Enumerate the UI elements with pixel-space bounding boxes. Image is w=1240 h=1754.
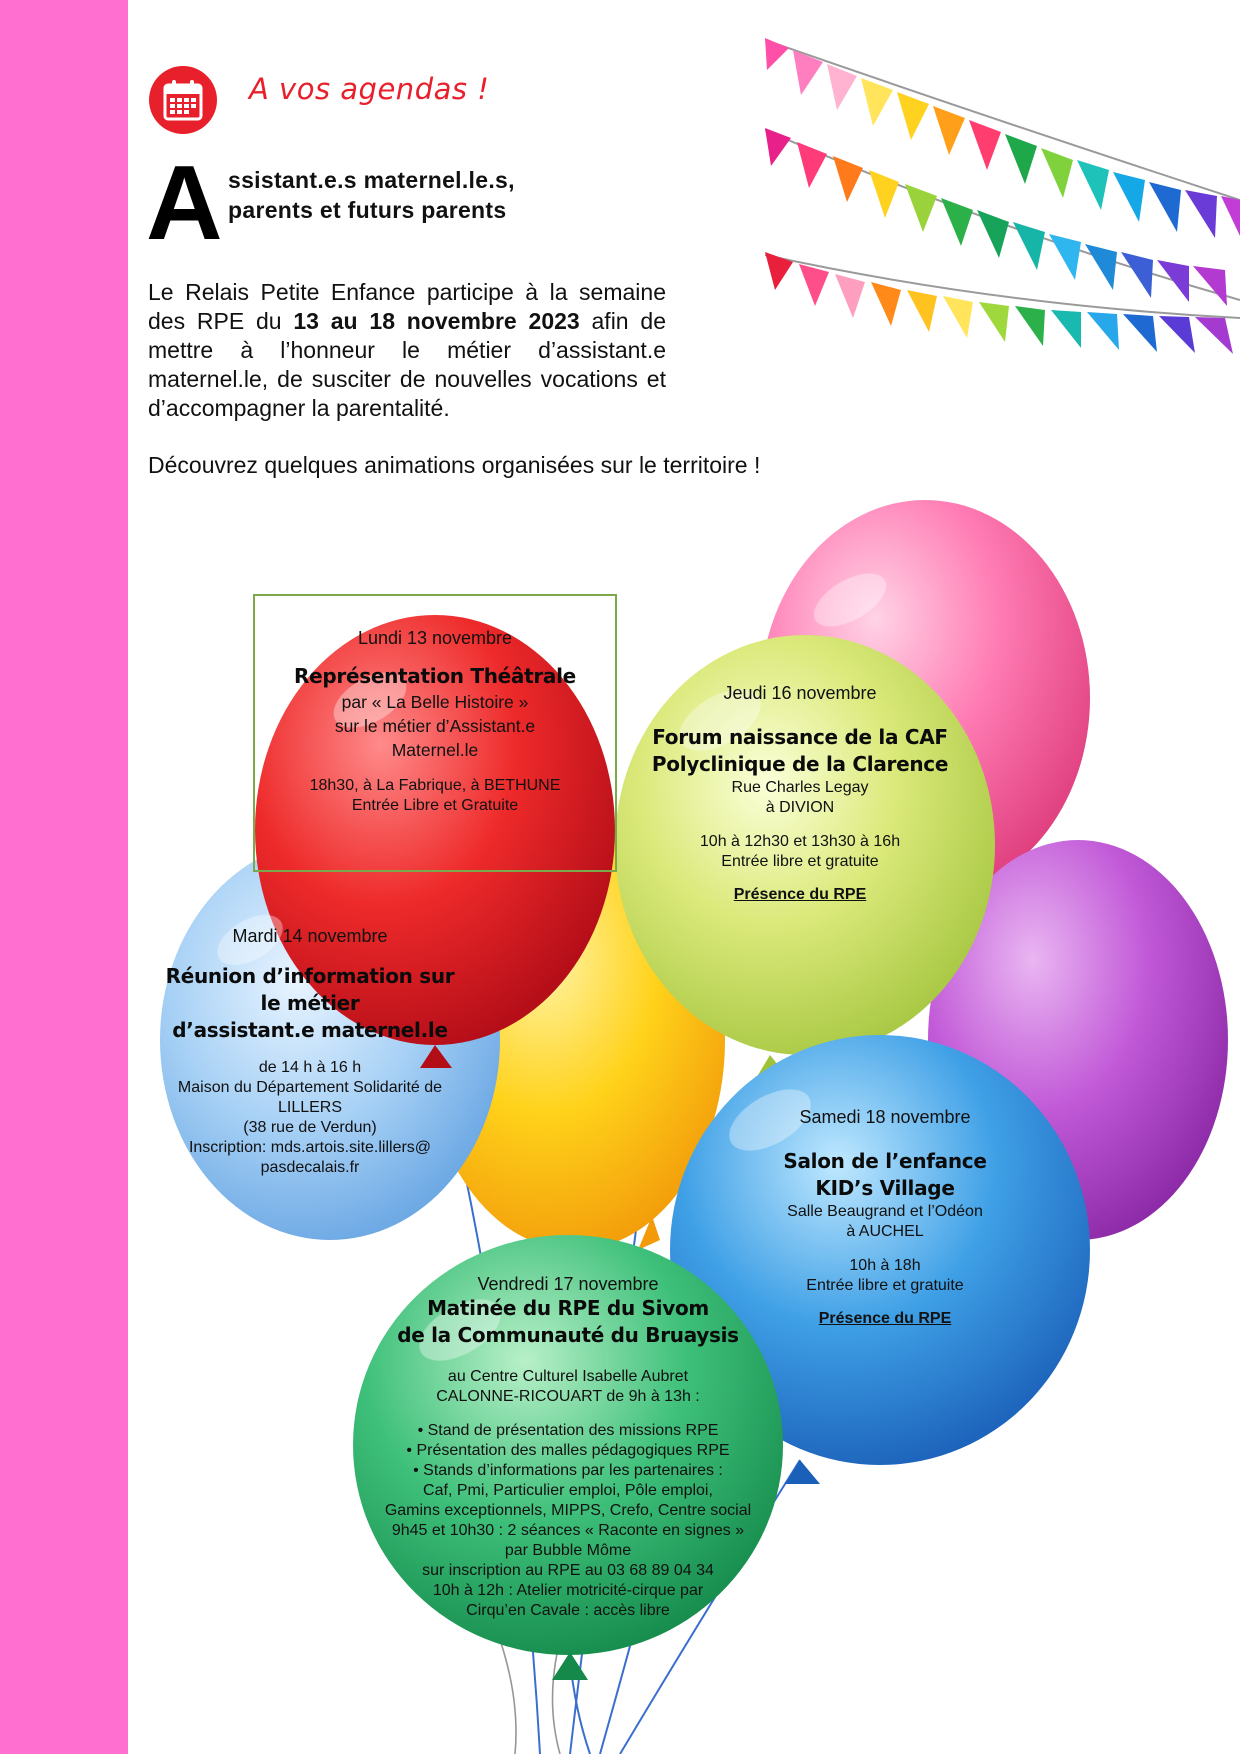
event-line: Maison du Département Solidarité de [177,1079,443,1096]
event-line: par « La Belle Histoire » [341,692,529,712]
event-line: par Bubble Môme [504,1542,632,1559]
event-line: 18h30, à La Fabrique, à BETHUNE [309,777,561,794]
event-bullet: • Stand de présentation des missions RPE [417,1422,719,1439]
presence-note: Présence du RPE [733,886,867,903]
event-line: à AUCHEL [846,1223,924,1240]
event-line: 10h à 18h [849,1257,921,1274]
event-line: Salle Beaugrand et l’Odéon [787,1203,983,1220]
intro-part-2: afin de mettre à l’honneur le métier d’assistant.e maternel.le, de susciter de nouvelles vocations et d’accompagner la parentalité. [148,308,666,421]
event-date: Lundi 13 novembre [357,628,513,648]
event-title: de la Communauté du Bruaysis [397,1323,739,1347]
discover-line: Découvrez quelques animations organisées sur le territoire ! [148,452,761,478]
event-line: Maternel.le [391,740,479,760]
event-line: Caf, Pmi, Particulier emploi, Pôle emploi, [423,1482,713,1499]
intro-dates: 13 au 18 novembre 2023 [293,308,580,334]
event-title: le métier [260,991,360,1015]
event-line: CALONNE-RICOUART de 9h à 13h : [436,1388,700,1405]
event-title: Polyclinique de la Clarence [651,752,949,776]
headline-line-2: parents et futurs parents [228,197,507,223]
event-line: 9h45 et 10h30 : 2 séances « Raconte en signes » [391,1522,745,1539]
event-title: Représentation Théâtrale [294,664,576,688]
event-date: Mardi 14 novembre [232,926,388,946]
event-line: de 14 h à 16 h [258,1059,362,1076]
event-title: Forum naissance de la CAF [652,725,948,749]
event-samedi [740,1107,1030,1328]
event-jeudi [640,683,960,904]
headline-line-1: ssistant.e.s maternel.le.s, [228,167,515,193]
event-mardi [160,926,460,1178]
event-line: LILLERS [277,1099,343,1116]
event-bullet: • Stands d’informations par les partenaires : [413,1462,723,1479]
event-title: Salon de l’enfance [783,1149,987,1173]
event-title: KID’s Village [815,1176,955,1200]
event-vendredi [368,1274,768,1621]
event-line: pasdecalais.fr [260,1159,360,1176]
presence-note: Présence du RPE [818,1310,952,1327]
event-date: Jeudi 16 novembre [723,683,877,703]
event-line: 10h à 12h30 et 13h30 à 16h [699,833,901,850]
event-line: (38 rue de Verdun) [243,1119,377,1136]
event-title: Réunion d’information sur [165,964,455,988]
drop-cap: A [146,144,223,262]
event-line: Gamins exceptionnels, MIPPS, Crefo, Centre social [384,1502,752,1519]
event-line: au Centre Culturel Isabelle Aubret [447,1368,689,1385]
event-line: sur le métier d’Assistant.e [334,716,536,736]
event-title: d’assistant.e maternel.le [172,1018,448,1042]
event-title: Matinée du RPE du Sivom [427,1296,709,1320]
event-bullet: • Présentation des malles pédagogiques RPE [406,1442,730,1459]
event-line: Cirqu’en Cavale : accès libre [466,1602,670,1619]
event-line: Entrée libre et gratuite [806,1277,964,1294]
tagline: A vos agendas ! [249,72,490,106]
event-date: Vendredi 17 novembre [477,1274,659,1294]
event-line: sur inscription au RPE au 03 68 89 04 34 [422,1562,714,1579]
event-line: Entrée libre et gratuite [721,853,879,870]
event-line: à DIVION [765,799,835,816]
event-line: Entrée Libre et Gratuite [351,797,519,814]
event-line: Inscription: mds.artois.site.lillers@ [188,1139,432,1156]
event-date: Samedi 18 novembre [799,1107,971,1127]
intro-part-1: Le Relais Petite Enfance participe à la semaine des RPE du [148,279,666,334]
event-lundi [275,628,595,816]
event-line: 10h à 12h : Atelier motricité-cirque par [432,1582,704,1599]
event-line: Rue Charles Legay [731,779,869,796]
